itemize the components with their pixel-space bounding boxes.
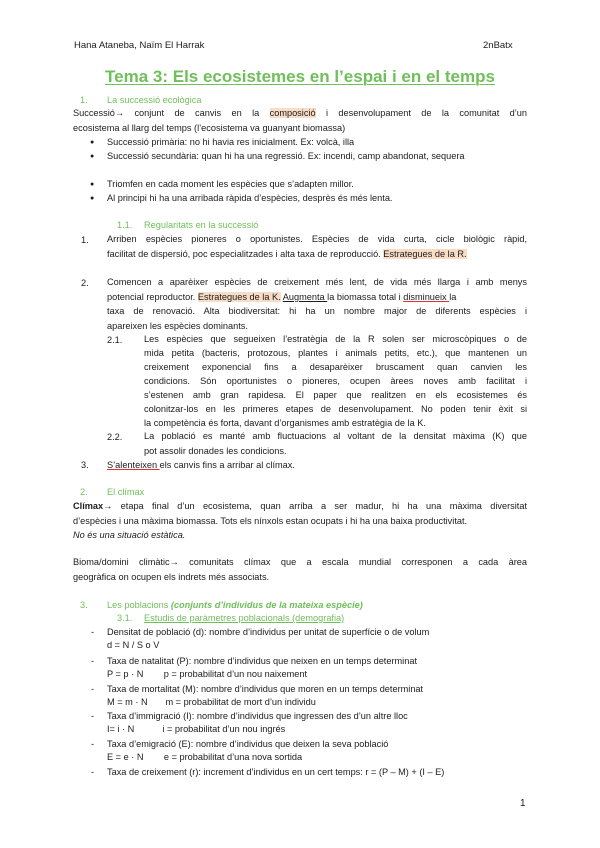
- list-dash: -: [91, 739, 95, 749]
- list-dash: -: [91, 684, 95, 694]
- list-dash: -: [91, 656, 95, 666]
- mortality-definition: Taxa de mortalitat (M): nombre d’individus que moren en un temps determinat: [107, 684, 424, 694]
- section-3-1-heading: Estudis de paràmetres poblacionals (demografia): [144, 613, 345, 623]
- density-definition: Densitat de població (d): nombre d’individus per unitat de superfície o de volum: [107, 627, 430, 637]
- k-strategy-line1: Comencen a aparèixer espècies de creixement més lent, de vida més llarga i amb menys: [107, 277, 527, 287]
- list-dash: -: [91, 627, 95, 637]
- growth-rate-definition: Taxa de creixement (r): increment d’individus en un cert temps: r = (P – M) + (I – E): [107, 767, 445, 777]
- climax-definition-line2: d’espècies i una màxima biomassa. Tots els nínxols estan ocupats i hi ha una baixa productivitat.: [73, 516, 468, 526]
- r-strategy-line5: s’estenen amb gran rapidesa. El paper que realitzen en els ecosistemes és: [144, 390, 527, 400]
- pioneers-line2: facilitat de dispersió, poc especialitzades i alta taxa de reproducció. Estrategues de la R.: [107, 249, 467, 259]
- succession-definition-line2: ecosistema al llarg del temps (l’ecosistema va guanyant biomassa): [73, 123, 346, 133]
- climax-definition-line1: Clímax→ etapa final d’un ecosistema, quan arriba a ser madur, hi ha una màxima diversitat: [73, 501, 527, 511]
- slowdown-item: S’alenteixen els canvis fins a arribar al clímax.: [107, 460, 295, 470]
- bullet-icon: ●: [90, 139, 95, 146]
- list-number: 2.: [81, 278, 89, 288]
- list-number: 2.1.: [107, 335, 123, 345]
- list-number: 3.: [81, 460, 89, 470]
- r-strategy-line4: condicions. Són oportunistes o pioneres, ocupen àrees noves amb facilitat i: [144, 376, 527, 386]
- highlight-k-strategists: Estrategues de la K.: [197, 292, 281, 302]
- list-number: 1.: [81, 235, 89, 245]
- r-strategy-line1: Les espècies que segueixen l’estratègia de la R solen ser microscòpiques o de: [144, 334, 527, 344]
- density-formula: d = N / S o V: [107, 640, 160, 650]
- natality-definition: Taxa de natalitat (P): nombre d’individus que neixen en un temps determinat: [107, 656, 418, 666]
- section-1-heading: La successió ecològica: [107, 95, 202, 105]
- natality-formula: P = p · N p = probabilitat d’un nou naixement: [107, 669, 308, 679]
- k-strategy-line2: potencial reproductor. Estrategues de la K. Augmenta la biomassa total i disminueix la: [107, 292, 457, 302]
- header-course: 2nBatx: [483, 40, 513, 51]
- mortality-formula: M = m · N m = probabilitat de mort d’un individu: [107, 697, 316, 707]
- page-number: 1: [520, 798, 526, 809]
- list-number: 2.2.: [107, 432, 123, 442]
- bullet-secondary-succession: Successió secundària: quan hi ha una regressió. Ex: incendi, camp abandonat, sequera: [107, 151, 465, 161]
- section-1-number: 1.: [80, 95, 88, 105]
- page-title: Tema 3: Els ecosistemes en l’espai i en el temps: [105, 67, 495, 86]
- succession-definition-line1: Successió→ conjunt de canvis en la composició i desenvolupament de la comunitat d’un: [73, 108, 527, 118]
- emigration-formula: E = e · N e = probabilitat d’una nova sortida: [107, 752, 303, 762]
- emigration-definition: Taxa d’emigració (E): nombre d’individus que deixen la seva població: [107, 739, 389, 749]
- population-fluctuation-line1: La població es manté amb fluctuacions al voltant de la densitat màxima (K) que: [144, 431, 527, 441]
- population-fluctuation-line2: pot assolir donades les condicions.: [144, 446, 287, 456]
- immigration-formula: I= i · N i = probabilitat d’un nou ingrés: [107, 724, 286, 734]
- bullet-icon: ●: [90, 181, 95, 188]
- list-dash: -: [91, 767, 95, 777]
- section-1-1-heading: Regularitats en la successió: [144, 220, 259, 230]
- pioneers-line1: Arriben espècies pioneres o oportunistes. Espècies de vida curta, cicle biològic ràpid,: [107, 234, 527, 244]
- section-3-number: 3.: [80, 600, 88, 610]
- section-1-1-number: 1.1.: [117, 220, 133, 230]
- r-strategy-line2: mida petita (bacteris, protozous, plantes i animals petits, etc.), que mantenen un: [144, 348, 527, 358]
- climax-definition-line3: No és una situació estàtica.: [73, 530, 186, 540]
- highlight-composicio: composició: [269, 108, 316, 118]
- section-3-1-number: 3.1.: [117, 613, 133, 623]
- bullet-icon: ●: [90, 195, 95, 202]
- bullet-arrival: Al principi hi ha una arribada ràpida d’espècies, desprès és més lenta.: [107, 193, 393, 203]
- bullet-adaptation: Triomfen en cada moment les espècies que s’adapten millor.: [107, 179, 354, 189]
- highlight-r-strategists: Estrategues de la R.: [383, 249, 467, 259]
- r-strategy-line7: la competència és forta, davant d’organismes amb estratègia de la K.: [144, 418, 426, 428]
- section-3-heading: Les poblacions (conjunts d’individus de la mateixa espècie): [107, 600, 363, 610]
- r-strategy-line6: colonitzar-los en les primeres etapes de desenvolupament. No poden tenir èxit si: [144, 404, 527, 414]
- biome-line2: geogràfica on ocupen els indrets més associats.: [73, 572, 270, 582]
- section-2-number: 2.: [80, 487, 88, 497]
- bullet-primary-succession: Successió primària: no hi havia res inicialment. Ex: volcà, illa: [107, 137, 355, 147]
- section-2-heading: El clímax: [107, 487, 145, 497]
- bullet-icon: ●: [90, 153, 95, 160]
- header-authors: Hana Ataneba, Naïm El Harrak: [74, 40, 205, 51]
- r-strategy-line3: creixement exponencial fins a desaparèixer bruscament quan canvien les: [144, 362, 527, 372]
- k-strategy-line3: taxa de renovació. Alta biodiversitat: hi ha un nombre major de diferents espècies i: [107, 306, 527, 316]
- biome-line1: Bioma/domini climàtic→ comunitats clímax que a escala mundial corresponen a cada àrea: [73, 557, 527, 567]
- immigration-definition: Taxa d’immigració (I): nombre d’individus que ingressen des d’un altre lloc: [107, 711, 408, 721]
- list-dash: -: [91, 711, 95, 721]
- k-strategy-line4: apareixen les espècies dominants.: [107, 321, 248, 331]
